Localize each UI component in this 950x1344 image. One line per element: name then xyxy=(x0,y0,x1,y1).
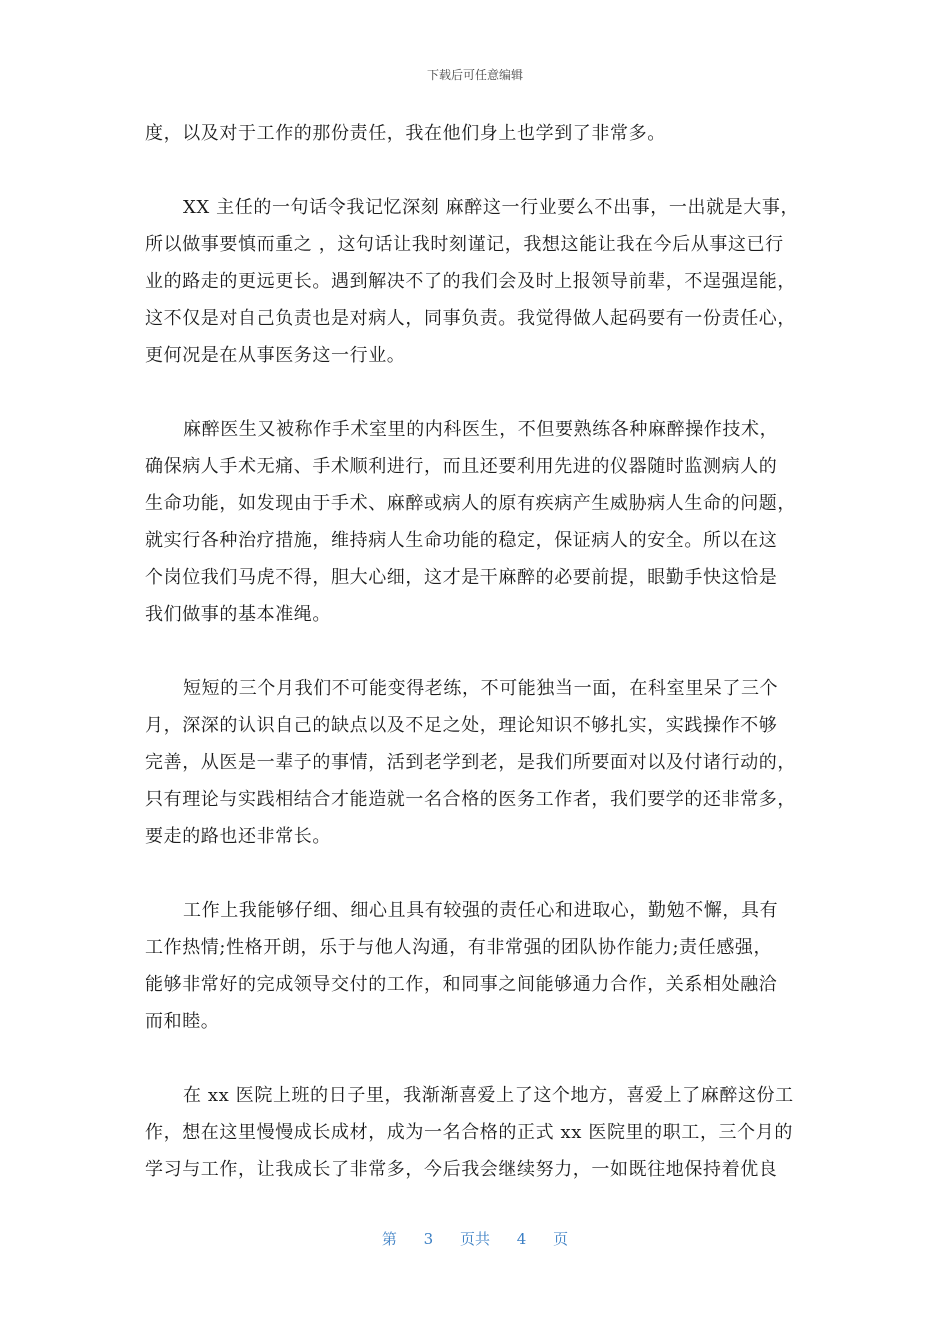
text-line: XX 主任的一句话令我记忆深刻 麻醉这一行业要么不出事，一出就是大事， xyxy=(183,197,800,218)
paragraph-1 xyxy=(145,115,810,152)
text-line: 工作热情;性格开朗，乐于与他人沟通，有非常强的团队协作能力;责任感强， xyxy=(145,937,773,958)
page-label-suffix: 页 xyxy=(553,1230,569,1248)
text-line: 要走的路也还非常长。 xyxy=(145,826,331,847)
page-label-prefix: 第 xyxy=(381,1230,397,1248)
text-line: 能够非常好的完成领导交付的工作，和同事之间能够通力合作，关系相处融洽 xyxy=(145,974,778,995)
text-line: 确保病人手术无痛、手术顺利进行，而且还要利用先进的仪器随时监测病人的 xyxy=(145,456,778,477)
text-line: 我们做事的基本准绳。 xyxy=(145,604,331,625)
page-footer xyxy=(0,1228,950,1249)
page-header: 下载后可任意编辑 xyxy=(426,68,523,82)
paragraph-6 xyxy=(145,1077,810,1188)
text-line: 业的路走的更远更长。遇到解决不了的我们会及时上报领导前辈，不逞强逞能， xyxy=(145,271,796,292)
text-line: 作，想在这里慢慢成长成材，成为一名合格的正式 xx 医院里的职工，三个月的 xyxy=(145,1122,793,1143)
text-line: 而和睦。 xyxy=(145,1011,220,1032)
paragraph-4 xyxy=(145,670,810,855)
text-line: 完善，从医是一辈子的事情，活到老学到老，是我们所要面对以及付诸行动的， xyxy=(145,752,796,773)
text-line: 度，以及对于工作的那份责任，我在他们身上也学到了非常多。 xyxy=(145,123,666,144)
text-line: 更何况是在从事医务这一行业。 xyxy=(145,345,406,366)
current-page-number: 3 xyxy=(423,1230,434,1248)
text-line: 只有理论与实践相结合才能造就一名合格的医务工作者，我们要学的还非常多， xyxy=(145,789,796,810)
text-line: 月，深深的认识自己的缺点以及不足之处，理论知识不够扎实，实践操作不够 xyxy=(145,715,778,736)
text-line: 学习与工作，让我成长了非常多，今后我会继续努力，一如既往地保持着优良 xyxy=(145,1159,778,1180)
text-line: 个岗位我们马虎不得，胆大心细，这才是干麻醉的必要前提，眼勤手快这恰是 xyxy=(145,567,778,588)
text-line: 生命功能，如发现由于手术、麻醉或病人的原有疾病产生威胁病人生命的问题， xyxy=(145,493,796,514)
page-label-middle: 页共 xyxy=(459,1230,490,1248)
text-line: 工作上我能够仔细、细心且具有较强的责任心和进取心，勤勉不懈，具有 xyxy=(183,900,779,921)
text-line: 在 xx 医院上班的日子里，我渐渐喜爱上了这个地方，喜爱上了麻醉这份工 xyxy=(183,1085,794,1106)
document-body xyxy=(145,115,810,1188)
total-pages-number: 4 xyxy=(516,1230,527,1248)
text-line: 这不仅是对自己负责也是对病人，同事负责。我觉得做人起码要有一份责任心， xyxy=(145,308,796,329)
text-line: 所以做事要慎而重之 ，这句话让我时刻谨记，我想这能让我在今后从事这已行 xyxy=(145,234,784,255)
text-line: 麻醉医生又被称作手术室里的内科医生，不但要熟练各种麻醉操作技术， xyxy=(183,419,779,440)
text-line: 就实行各种治疗措施，维持病人生命功能的稳定，保证病人的安全。所以在这 xyxy=(145,530,778,551)
paragraph-5 xyxy=(145,892,810,1040)
paragraph-3 xyxy=(145,411,810,633)
text-line: 短短的三个月我们不可能变得老练，不可能独当一面，在科室里呆了三个 xyxy=(183,678,779,699)
paragraph-2 xyxy=(145,189,810,374)
